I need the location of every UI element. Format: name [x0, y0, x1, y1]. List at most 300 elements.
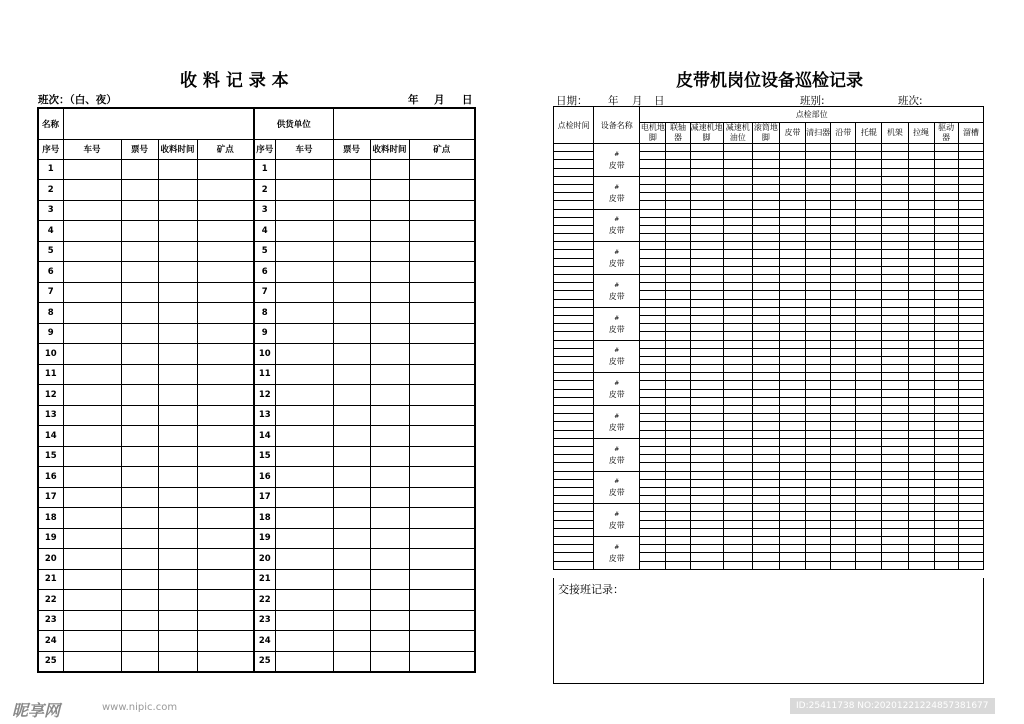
check-cell[interactable] — [806, 225, 831, 233]
check-cell[interactable] — [934, 512, 958, 520]
check-cell[interactable] — [779, 471, 805, 479]
check-cell[interactable] — [806, 315, 831, 323]
time-cell[interactable] — [554, 144, 594, 152]
check-cell[interactable] — [723, 160, 752, 168]
time-cell[interactable] — [554, 168, 594, 176]
time-cell[interactable] — [554, 528, 594, 536]
check-cell[interactable] — [690, 242, 723, 250]
time-cell[interactable] — [554, 225, 594, 233]
check-cell[interactable] — [779, 561, 805, 569]
check-cell[interactable] — [856, 315, 882, 323]
check-cell[interactable] — [882, 324, 908, 332]
entry-cell[interactable] — [121, 282, 158, 303]
check-cell[interactable] — [723, 250, 752, 258]
check-cell[interactable] — [779, 512, 805, 520]
check-cell[interactable] — [752, 455, 779, 463]
check-cell[interactable] — [752, 315, 779, 323]
entry-cell[interactable] — [197, 631, 254, 652]
entry-cell[interactable] — [370, 364, 409, 385]
check-cell[interactable] — [806, 176, 831, 184]
check-cell[interactable] — [831, 365, 856, 373]
entry-cell[interactable] — [370, 323, 409, 344]
check-cell[interactable] — [831, 504, 856, 512]
check-cell[interactable] — [908, 455, 934, 463]
entry-cell[interactable] — [63, 344, 121, 365]
check-cell[interactable] — [882, 561, 908, 569]
check-cell[interactable] — [723, 356, 752, 364]
check-cell[interactable] — [779, 553, 805, 561]
check-cell[interactable] — [958, 545, 983, 553]
time-cell[interactable] — [554, 184, 594, 192]
check-cell[interactable] — [908, 299, 934, 307]
check-cell[interactable] — [908, 487, 934, 495]
check-cell[interactable] — [958, 168, 983, 176]
check-cell[interactable] — [958, 463, 983, 471]
check-cell[interactable] — [958, 414, 983, 422]
check-cell[interactable] — [666, 406, 690, 414]
entry-cell[interactable] — [275, 303, 333, 324]
check-cell[interactable] — [806, 463, 831, 471]
check-cell[interactable] — [666, 365, 690, 373]
check-cell[interactable] — [666, 242, 690, 250]
check-cell[interactable] — [690, 266, 723, 274]
entry-cell[interactable] — [121, 200, 158, 221]
check-cell[interactable] — [856, 250, 882, 258]
check-cell[interactable] — [690, 332, 723, 340]
check-cell[interactable] — [752, 414, 779, 422]
entry-cell[interactable] — [409, 508, 475, 529]
check-cell[interactable] — [934, 225, 958, 233]
check-cell[interactable] — [958, 217, 983, 225]
entry-cell[interactable] — [275, 446, 333, 467]
check-cell[interactable] — [752, 340, 779, 348]
check-cell[interactable] — [882, 217, 908, 225]
check-cell[interactable] — [882, 528, 908, 536]
entry-cell[interactable] — [63, 467, 121, 488]
check-cell[interactable] — [856, 201, 882, 209]
check-cell[interactable] — [779, 537, 805, 545]
entry-cell[interactable] — [121, 590, 158, 611]
entry-cell[interactable] — [370, 549, 409, 570]
check-cell[interactable] — [690, 291, 723, 299]
entry-cell[interactable] — [121, 323, 158, 344]
check-cell[interactable] — [831, 512, 856, 520]
check-cell[interactable] — [958, 193, 983, 201]
entry-cell[interactable] — [63, 549, 121, 570]
entry-cell[interactable] — [409, 344, 475, 365]
check-cell[interactable] — [779, 184, 805, 192]
check-cell[interactable] — [856, 242, 882, 250]
entry-cell[interactable] — [197, 385, 254, 406]
check-cell[interactable] — [752, 275, 779, 283]
entry-cell[interactable] — [333, 446, 370, 467]
check-cell[interactable] — [882, 299, 908, 307]
check-cell[interactable] — [934, 389, 958, 397]
check-cell[interactable] — [723, 144, 752, 152]
check-cell[interactable] — [752, 520, 779, 528]
check-cell[interactable] — [856, 324, 882, 332]
entry-cell[interactable] — [370, 446, 409, 467]
check-cell[interactable] — [856, 266, 882, 274]
entry-cell[interactable] — [63, 262, 121, 283]
check-cell[interactable] — [640, 438, 666, 446]
check-cell[interactable] — [958, 266, 983, 274]
entry-cell[interactable] — [63, 508, 121, 529]
check-cell[interactable] — [934, 528, 958, 536]
check-cell[interactable] — [690, 160, 723, 168]
check-cell[interactable] — [640, 356, 666, 364]
check-cell[interactable] — [690, 397, 723, 405]
check-cell[interactable] — [640, 520, 666, 528]
check-cell[interactable] — [806, 299, 831, 307]
time-cell[interactable] — [554, 275, 594, 283]
check-cell[interactable] — [779, 315, 805, 323]
check-cell[interactable] — [779, 225, 805, 233]
check-cell[interactable] — [752, 545, 779, 553]
check-cell[interactable] — [831, 553, 856, 561]
check-cell[interactable] — [908, 438, 934, 446]
check-cell[interactable] — [934, 193, 958, 201]
check-cell[interactable] — [908, 373, 934, 381]
entry-cell[interactable] — [370, 508, 409, 529]
check-cell[interactable] — [640, 537, 666, 545]
check-cell[interactable] — [752, 217, 779, 225]
entry-cell[interactable] — [158, 159, 197, 180]
check-cell[interactable] — [779, 520, 805, 528]
check-cell[interactable] — [752, 184, 779, 192]
check-cell[interactable] — [779, 176, 805, 184]
check-cell[interactable] — [723, 234, 752, 242]
time-cell[interactable] — [554, 373, 594, 381]
check-cell[interactable] — [934, 471, 958, 479]
check-cell[interactable] — [752, 430, 779, 438]
check-cell[interactable] — [640, 193, 666, 201]
check-cell[interactable] — [779, 414, 805, 422]
check-cell[interactable] — [958, 201, 983, 209]
check-cell[interactable] — [831, 144, 856, 152]
check-cell[interactable] — [723, 176, 752, 184]
entry-cell[interactable] — [197, 446, 254, 467]
entry-cell[interactable] — [409, 590, 475, 611]
entry-cell[interactable] — [121, 241, 158, 262]
check-cell[interactable] — [779, 160, 805, 168]
entry-cell[interactable] — [370, 487, 409, 508]
check-cell[interactable] — [831, 332, 856, 340]
check-cell[interactable] — [908, 504, 934, 512]
check-cell[interactable] — [908, 225, 934, 233]
check-cell[interactable] — [934, 315, 958, 323]
check-cell[interactable] — [934, 381, 958, 389]
time-cell[interactable] — [554, 487, 594, 495]
check-cell[interactable] — [958, 184, 983, 192]
check-cell[interactable] — [640, 168, 666, 176]
check-cell[interactable] — [934, 365, 958, 373]
check-cell[interactable] — [752, 406, 779, 414]
check-cell[interactable] — [806, 307, 831, 315]
check-cell[interactable] — [690, 209, 723, 217]
entry-cell[interactable] — [158, 262, 197, 283]
entry-cell[interactable] — [158, 508, 197, 529]
check-cell[interactable] — [640, 397, 666, 405]
check-cell[interactable] — [779, 144, 805, 152]
check-cell[interactable] — [806, 201, 831, 209]
entry-cell[interactable] — [63, 159, 121, 180]
entry-cell[interactable] — [409, 323, 475, 344]
check-cell[interactable] — [666, 340, 690, 348]
check-cell[interactable] — [934, 332, 958, 340]
check-cell[interactable] — [690, 307, 723, 315]
time-cell[interactable] — [554, 176, 594, 184]
time-cell[interactable] — [554, 520, 594, 528]
check-cell[interactable] — [831, 520, 856, 528]
entry-cell[interactable] — [197, 590, 254, 611]
entry-cell[interactable] — [63, 631, 121, 652]
check-cell[interactable] — [779, 283, 805, 291]
entry-cell[interactable] — [158, 610, 197, 631]
check-cell[interactable] — [934, 446, 958, 454]
check-cell[interactable] — [666, 307, 690, 315]
check-cell[interactable] — [934, 487, 958, 495]
check-cell[interactable] — [831, 152, 856, 160]
check-cell[interactable] — [882, 283, 908, 291]
check-cell[interactable] — [934, 545, 958, 553]
check-cell[interactable] — [690, 504, 723, 512]
time-cell[interactable] — [554, 504, 594, 512]
entry-cell[interactable] — [275, 385, 333, 406]
entry-cell[interactable] — [409, 651, 475, 672]
entry-cell[interactable] — [275, 180, 333, 201]
name-value-cell[interactable] — [63, 108, 254, 139]
entry-cell[interactable] — [121, 549, 158, 570]
check-cell[interactable] — [723, 537, 752, 545]
entry-cell[interactable] — [158, 323, 197, 344]
time-cell[interactable] — [554, 561, 594, 569]
entry-cell[interactable] — [158, 303, 197, 324]
time-cell[interactable] — [554, 406, 594, 414]
entry-cell[interactable] — [275, 631, 333, 652]
supplier-value-cell[interactable] — [333, 108, 475, 139]
check-cell[interactable] — [958, 520, 983, 528]
check-cell[interactable] — [934, 496, 958, 504]
check-cell[interactable] — [908, 397, 934, 405]
check-cell[interactable] — [856, 234, 882, 242]
check-cell[interactable] — [934, 217, 958, 225]
check-cell[interactable] — [640, 471, 666, 479]
entry-cell[interactable] — [333, 364, 370, 385]
entry-cell[interactable] — [370, 282, 409, 303]
check-cell[interactable] — [806, 479, 831, 487]
check-cell[interactable] — [690, 299, 723, 307]
check-cell[interactable] — [723, 209, 752, 217]
entry-cell[interactable] — [370, 180, 409, 201]
check-cell[interactable] — [908, 389, 934, 397]
entry-cell[interactable] — [275, 344, 333, 365]
check-cell[interactable] — [934, 144, 958, 152]
check-cell[interactable] — [934, 430, 958, 438]
check-cell[interactable] — [752, 324, 779, 332]
time-cell[interactable] — [554, 340, 594, 348]
check-cell[interactable] — [666, 528, 690, 536]
check-cell[interactable] — [640, 561, 666, 569]
entry-cell[interactable] — [197, 241, 254, 262]
check-cell[interactable] — [723, 471, 752, 479]
check-cell[interactable] — [666, 348, 690, 356]
entry-cell[interactable] — [121, 364, 158, 385]
check-cell[interactable] — [958, 283, 983, 291]
time-cell[interactable] — [554, 397, 594, 405]
check-cell[interactable] — [723, 225, 752, 233]
check-cell[interactable] — [690, 463, 723, 471]
check-cell[interactable] — [690, 422, 723, 430]
check-cell[interactable] — [752, 152, 779, 160]
check-cell[interactable] — [723, 365, 752, 373]
check-cell[interactable] — [690, 430, 723, 438]
check-cell[interactable] — [934, 414, 958, 422]
time-cell[interactable] — [554, 463, 594, 471]
check-cell[interactable] — [666, 422, 690, 430]
check-cell[interactable] — [806, 160, 831, 168]
entry-cell[interactable] — [158, 344, 197, 365]
check-cell[interactable] — [779, 217, 805, 225]
check-cell[interactable] — [640, 291, 666, 299]
check-cell[interactable] — [806, 438, 831, 446]
check-cell[interactable] — [908, 348, 934, 356]
check-cell[interactable] — [831, 397, 856, 405]
check-cell[interactable] — [690, 446, 723, 454]
entry-cell[interactable] — [275, 282, 333, 303]
entry-cell[interactable] — [333, 610, 370, 631]
check-cell[interactable] — [806, 446, 831, 454]
check-cell[interactable] — [752, 381, 779, 389]
time-cell[interactable] — [554, 201, 594, 209]
time-cell[interactable] — [554, 537, 594, 545]
check-cell[interactable] — [882, 545, 908, 553]
check-cell[interactable] — [779, 275, 805, 283]
check-cell[interactable] — [640, 406, 666, 414]
check-cell[interactable] — [640, 381, 666, 389]
check-cell[interactable] — [882, 315, 908, 323]
check-cell[interactable] — [934, 184, 958, 192]
check-cell[interactable] — [640, 217, 666, 225]
entry-cell[interactable] — [275, 467, 333, 488]
check-cell[interactable] — [690, 487, 723, 495]
check-cell[interactable] — [934, 520, 958, 528]
check-cell[interactable] — [779, 455, 805, 463]
check-cell[interactable] — [723, 217, 752, 225]
check-cell[interactable] — [856, 520, 882, 528]
check-cell[interactable] — [856, 275, 882, 283]
check-cell[interactable] — [723, 414, 752, 422]
check-cell[interactable] — [690, 152, 723, 160]
check-cell[interactable] — [831, 389, 856, 397]
check-cell[interactable] — [831, 340, 856, 348]
check-cell[interactable] — [690, 561, 723, 569]
check-cell[interactable] — [856, 168, 882, 176]
check-cell[interactable] — [666, 283, 690, 291]
check-cell[interactable] — [934, 406, 958, 414]
check-cell[interactable] — [934, 356, 958, 364]
check-cell[interactable] — [666, 225, 690, 233]
check-cell[interactable] — [882, 438, 908, 446]
check-cell[interactable] — [666, 160, 690, 168]
check-cell[interactable] — [723, 168, 752, 176]
check-cell[interactable] — [666, 430, 690, 438]
check-cell[interactable] — [882, 152, 908, 160]
entry-cell[interactable] — [409, 549, 475, 570]
check-cell[interactable] — [958, 389, 983, 397]
check-cell[interactable] — [934, 307, 958, 315]
entry-cell[interactable] — [121, 610, 158, 631]
check-cell[interactable] — [882, 234, 908, 242]
time-cell[interactable] — [554, 283, 594, 291]
check-cell[interactable] — [908, 528, 934, 536]
check-cell[interactable] — [806, 291, 831, 299]
check-cell[interactable] — [882, 397, 908, 405]
check-cell[interactable] — [690, 275, 723, 283]
entry-cell[interactable] — [121, 467, 158, 488]
check-cell[interactable] — [934, 422, 958, 430]
check-cell[interactable] — [958, 340, 983, 348]
check-cell[interactable] — [690, 479, 723, 487]
entry-cell[interactable] — [63, 569, 121, 590]
time-cell[interactable] — [554, 299, 594, 307]
check-cell[interactable] — [666, 250, 690, 258]
check-cell[interactable] — [640, 258, 666, 266]
check-cell[interactable] — [908, 430, 934, 438]
entry-cell[interactable] — [409, 200, 475, 221]
check-cell[interactable] — [806, 422, 831, 430]
check-cell[interactable] — [723, 332, 752, 340]
check-cell[interactable] — [640, 275, 666, 283]
entry-cell[interactable] — [275, 590, 333, 611]
check-cell[interactable] — [640, 446, 666, 454]
check-cell[interactable] — [779, 438, 805, 446]
check-cell[interactable] — [666, 234, 690, 242]
entry-cell[interactable] — [275, 426, 333, 447]
time-cell[interactable] — [554, 193, 594, 201]
check-cell[interactable] — [882, 144, 908, 152]
check-cell[interactable] — [779, 258, 805, 266]
check-cell[interactable] — [690, 545, 723, 553]
check-cell[interactable] — [752, 365, 779, 373]
check-cell[interactable] — [934, 479, 958, 487]
check-cell[interactable] — [640, 389, 666, 397]
check-cell[interactable] — [882, 193, 908, 201]
check-cell[interactable] — [640, 430, 666, 438]
check-cell[interactable] — [690, 225, 723, 233]
check-cell[interactable] — [779, 193, 805, 201]
entry-cell[interactable] — [275, 508, 333, 529]
check-cell[interactable] — [723, 438, 752, 446]
check-cell[interactable] — [640, 479, 666, 487]
entry-cell[interactable] — [121, 159, 158, 180]
check-cell[interactable] — [690, 520, 723, 528]
check-cell[interactable] — [723, 324, 752, 332]
check-cell[interactable] — [856, 291, 882, 299]
entry-cell[interactable] — [275, 549, 333, 570]
check-cell[interactable] — [806, 332, 831, 340]
check-cell[interactable] — [723, 397, 752, 405]
check-cell[interactable] — [779, 397, 805, 405]
entry-cell[interactable] — [63, 364, 121, 385]
entry-cell[interactable] — [121, 303, 158, 324]
check-cell[interactable] — [831, 438, 856, 446]
check-cell[interactable] — [856, 152, 882, 160]
check-cell[interactable] — [908, 553, 934, 561]
check-cell[interactable] — [831, 315, 856, 323]
check-cell[interactable] — [882, 307, 908, 315]
entry-cell[interactable] — [158, 405, 197, 426]
